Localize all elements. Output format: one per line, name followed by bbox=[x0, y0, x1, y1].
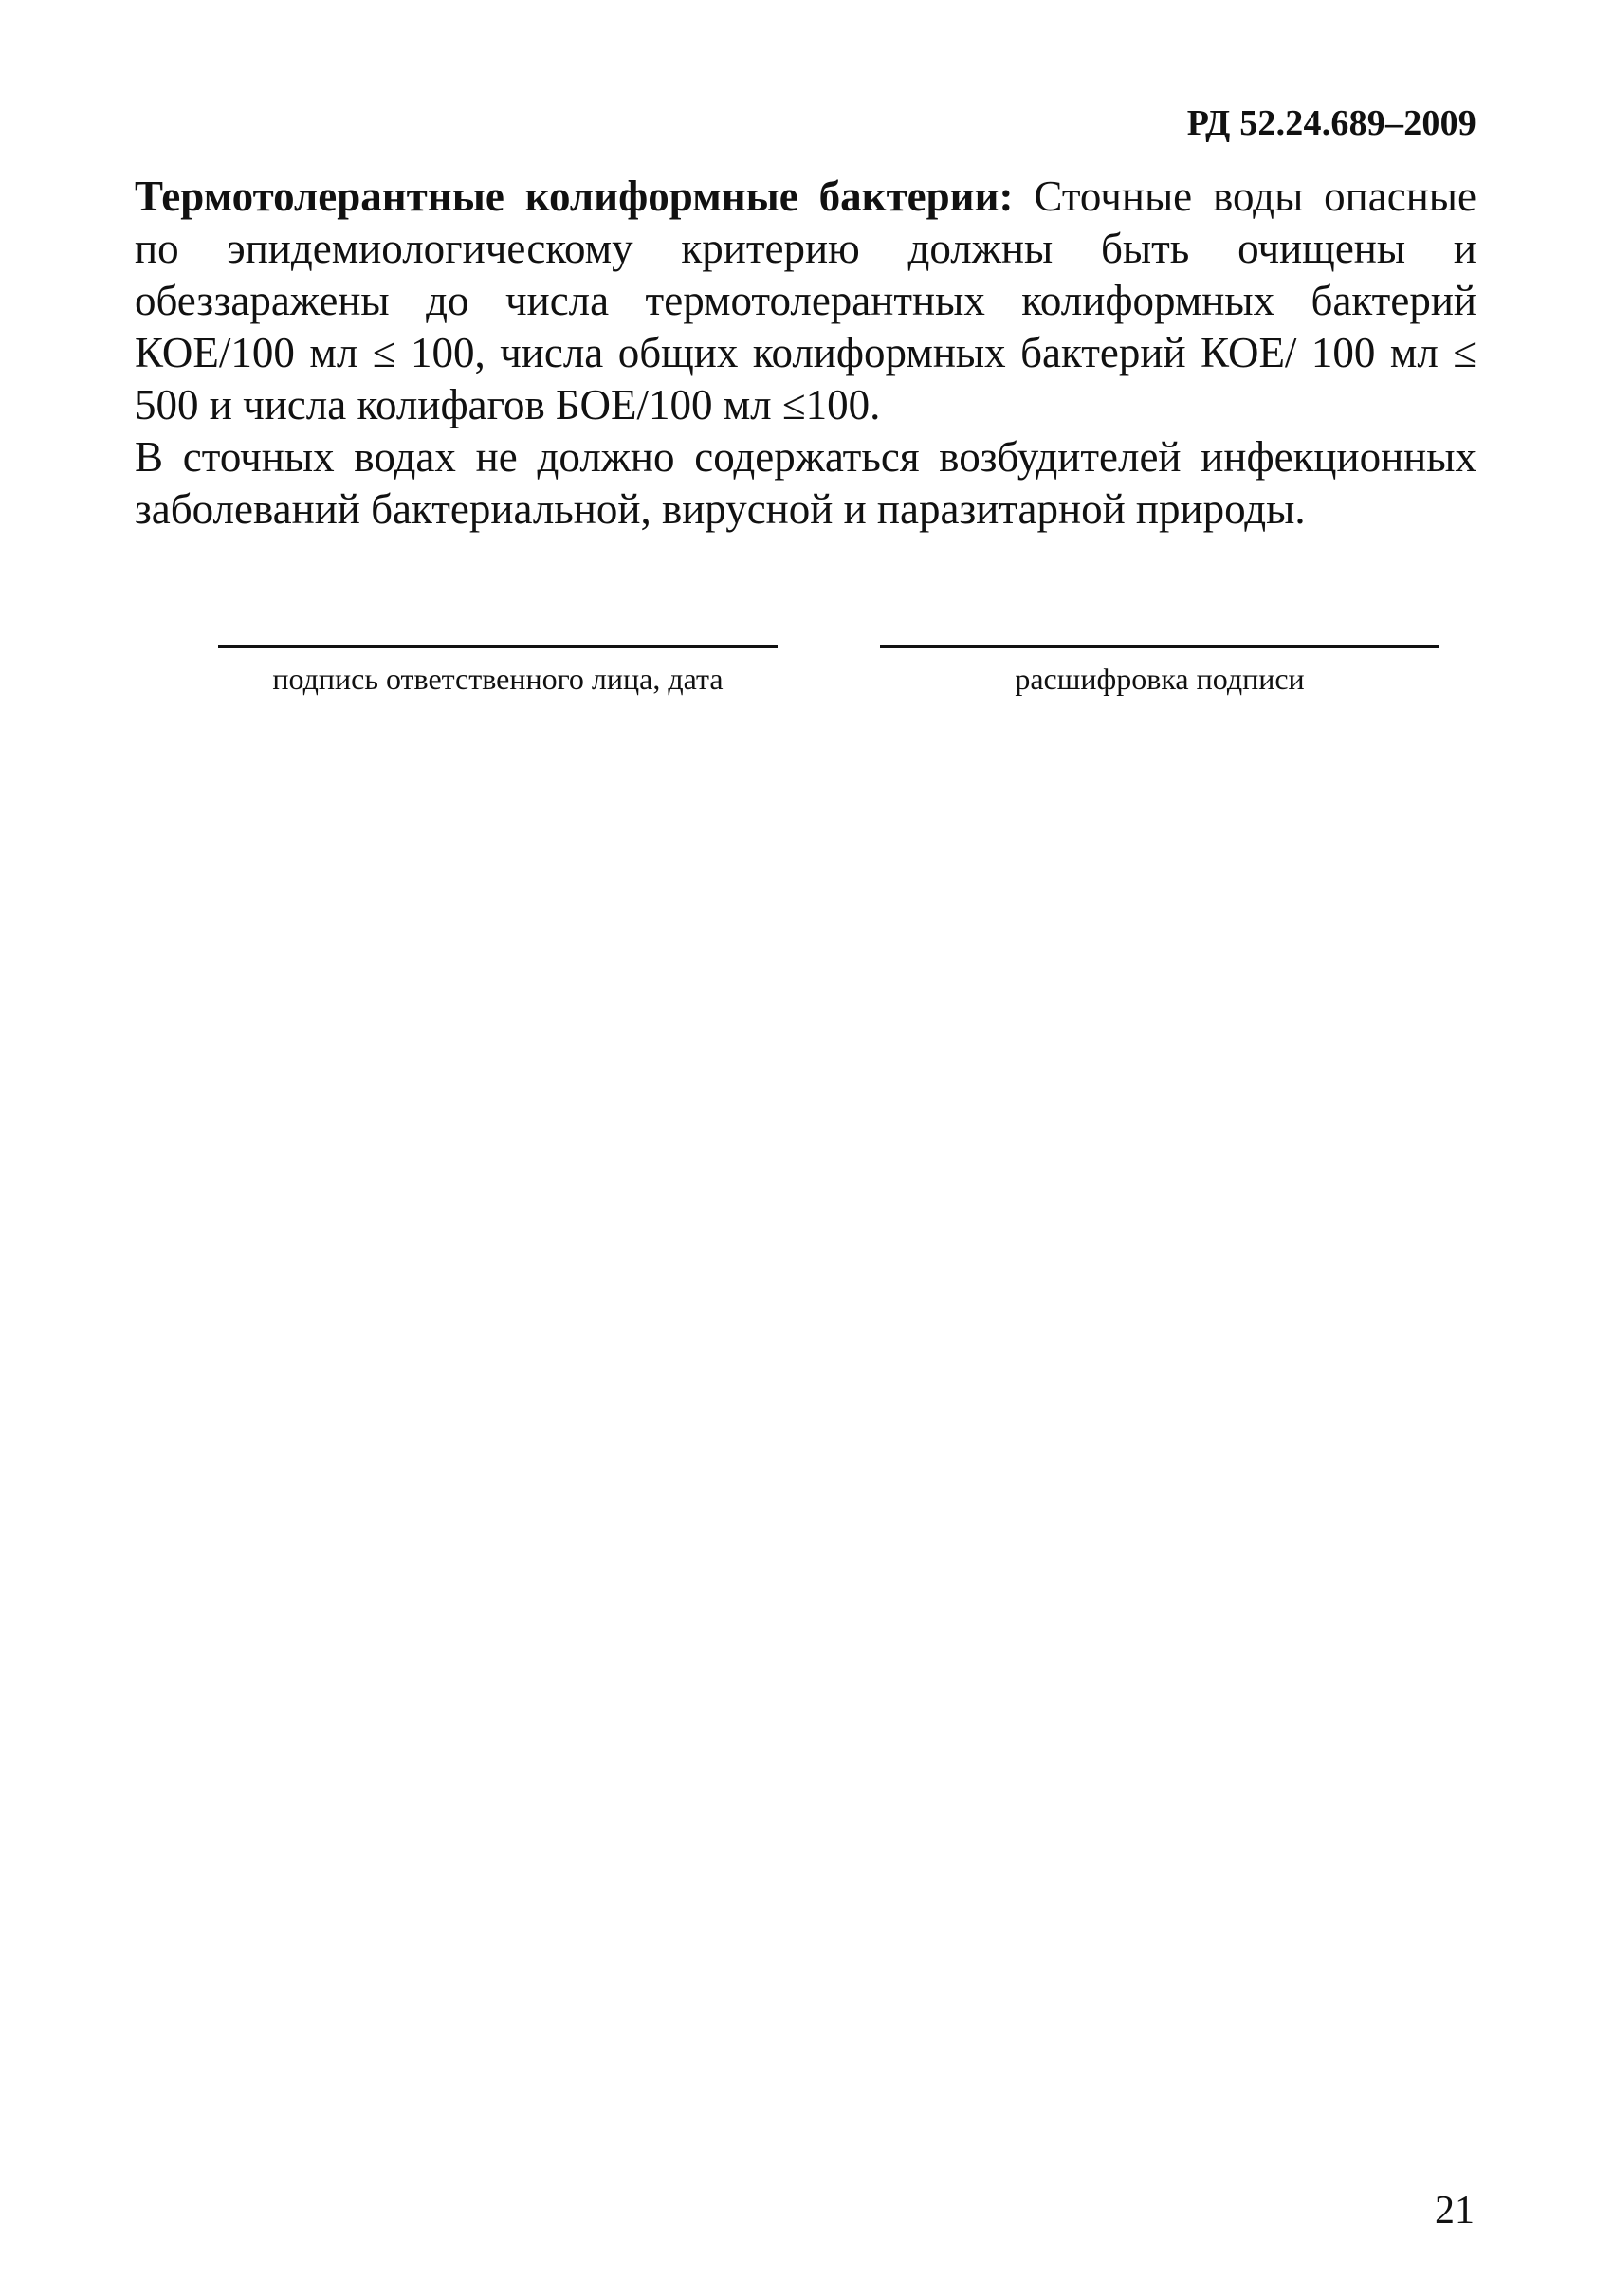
signature-block-left bbox=[218, 645, 778, 698]
paragraph-pathogens: В сточных водах не должно содержаться возбудителей инфекционных заболеваний бактериальной, вирусной и паразитарной природы. bbox=[135, 433, 1476, 533]
signature-line bbox=[218, 645, 778, 648]
signature-caption: подпись ответственного лица, дата bbox=[272, 662, 724, 696]
paragraph-text: Сточные воды опасные по эпидемиологическому критерию должны быть очищены и обеззаражены до числа термотолерантных колиформных бактерий КОЕ/100 мл ≤ 100, числа общих колиформных бактерий КОЕ/ 100 мл ≤ 500 и числа колифагов БОЕ/100 мл ≤100. bbox=[135, 173, 1476, 428]
body-text bbox=[135, 171, 1476, 536]
document-code: РД 52.24.689–2009 bbox=[1186, 103, 1476, 143]
term-heading: Термотолерантные колиформные бактерии: bbox=[135, 173, 1014, 220]
paragraph-coliform-requirements bbox=[135, 171, 1476, 431]
signature-block-right bbox=[880, 645, 1439, 698]
signature-decoding-caption: расшифровка подписи bbox=[1015, 662, 1305, 696]
signature-decoding-line bbox=[880, 645, 1439, 648]
page-number: 21 bbox=[1435, 2189, 1475, 2232]
